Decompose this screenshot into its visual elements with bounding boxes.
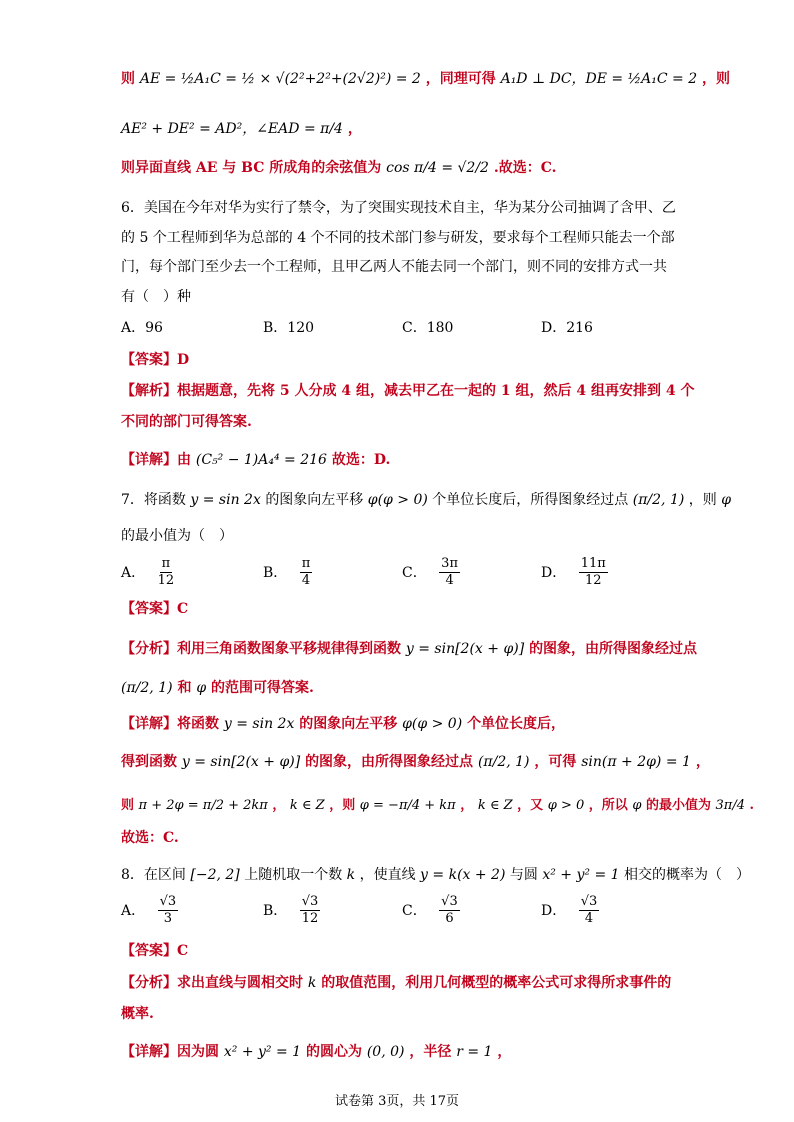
q7-detail-line-1: 【详解】将函数 y = sin 2x 的图象向左平移 φ(φ > 0) 个单位长度后，: [121, 716, 566, 732]
q7-fenxi-line-2: (π/2, 1) 和 φ 的范围可得答案.: [121, 680, 314, 696]
intro-line-3: 则异面直线 AE 与 BC 所成角的余弦值为 cos π/4 = √2/2 .故选：C.: [121, 160, 557, 176]
q8-fenxi-line-2: 概率.: [121, 1006, 154, 1022]
q6-stem-line-4: 有（ ）种: [121, 289, 191, 305]
q6-option-c: C．180: [402, 320, 454, 336]
intro-formula-4: cos π/4 = √2/2: [386, 160, 489, 176]
q7-option-b: B． $\frac{\pi}{4}$: [263, 556, 311, 589]
q8-fenxi-line-1: 【分析】求出直线与圆相交时 k 的取值范围，利用几何概型的概率公式可求得所求事件的: [121, 975, 672, 991]
q7-detail-line-4: 故选：C.: [121, 830, 179, 846]
intro-formula-2: A₁D ⊥ DC，DE = ½A₁C = 2: [500, 71, 698, 87]
q6-option-a: A．96: [121, 320, 163, 336]
q6-stem-line-2: 的 5 个工程师到华为总部的 4 个不同的技术部门参与研发，要求每个工程师只能去一个部: [121, 230, 675, 246]
q8-detail: 【详解】因为圆 x² + y² = 1 的圆心为 (0, 0) ，半径 r = 1 ，: [121, 1044, 512, 1060]
q8-option-a: A． $\frac{√3}{3}$: [121, 894, 177, 927]
q6-analysis-line-2: 不同的部门可得答案.: [121, 414, 252, 430]
q6-stem-line-1: 6．美国在今年对华为实行了禁令，为了突围实现技术自主，华为某分公司抽调了含甲、乙: [121, 200, 676, 216]
q6-answer: 【答案】D: [121, 352, 190, 368]
page-footer: 试卷第 3页，共 17页: [334, 1094, 460, 1109]
q7-answer: 【答案】C: [121, 601, 189, 617]
q6-option-b: B．120: [263, 320, 315, 336]
q6-stem-line-3: 门，每个部门至少去一个工程师，且甲乙两人不能去同一个部门，则不同的安排方式一共: [121, 259, 667, 275]
intro-line-1: 则 AE = ½A₁C = ½ × √(2²+2²+(2√2)²) = 2 ，同理可得 A₁D ⊥ DC，DE = ½A₁C = 2 ，则: [121, 71, 731, 87]
intro-formula-3: AE² + DE² = AD²，∠EAD = π/4: [121, 121, 343, 137]
q7-stem-line-1: 7．将函数 y = sin 2x 的图象向左平移 φ(φ > 0) 个单位长度后，所得图象经过点 (π/2, 1) ，则 φ: [121, 492, 732, 508]
q7-option-c: C． $\frac{3\pi}{4}$: [402, 556, 458, 589]
q7-stem-line-2: 的最小值为（ ）: [121, 528, 233, 544]
q8-option-d: D． $\frac{√3}{4}$: [541, 894, 598, 927]
q6-option-d: D．216: [541, 320, 593, 336]
q6-detail-formula: (C₅² − 1)A₄⁴ = 216: [195, 452, 327, 468]
q8-option-b: B． $\frac{√3}{12}$: [263, 894, 319, 927]
q7-detail-line-2: 得到函数 y = sin[2(x + φ)] 的图象，由所得图象经过点 (π/2, 1) ，可得 sin(π + 2φ) = 1 ，: [121, 754, 710, 770]
q7-option-d: D． $\frac{11\pi}{12}$: [541, 556, 606, 589]
q7-fenxi-line-1: 【分析】利用三角函数图象平移规律得到函数 y = sin[2(x + φ)] 的图象，由所得图象经过点: [121, 641, 698, 657]
q6-detail: 【详解】由 (C₅² − 1)A₄⁴ = 216 故选：D.: [121, 452, 391, 468]
q8-answer: 【答案】C: [121, 943, 189, 959]
q7-detail-line-3: 则 π + 2φ = π/2 + 2kπ ， k ∈ Z ，则 φ = −π/4 + kπ ， k ∈ Z ，又 φ > 0 ，所以 φ 的最小值为 3π/4 .: [121, 798, 755, 813]
intro-line-2: AE² + DE² = AD²，∠EAD = π/4 ，: [121, 121, 362, 137]
q7-option-a: A． $\frac{\pi}{12}$: [121, 556, 175, 589]
q8-stem: 8．在区间 [−2, 2] 上随机取一个数 k ，使直线 y = k(x + 2) 与圆 x² + y² = 1 相交的概率为（ ）: [121, 867, 750, 883]
q6-analysis-line-1: 【解析】根据题意，先将 5 人分成 4 组，减去甲乙在一起的 1 组，然后 4 组再安排到 4 个: [121, 383, 695, 399]
intro-formula-1: AE = ½A₁C = ½ × √(2²+2²+(2√2)²) = 2: [139, 71, 421, 87]
q8-option-c: C． $\frac{√3}{6}$: [402, 894, 458, 927]
